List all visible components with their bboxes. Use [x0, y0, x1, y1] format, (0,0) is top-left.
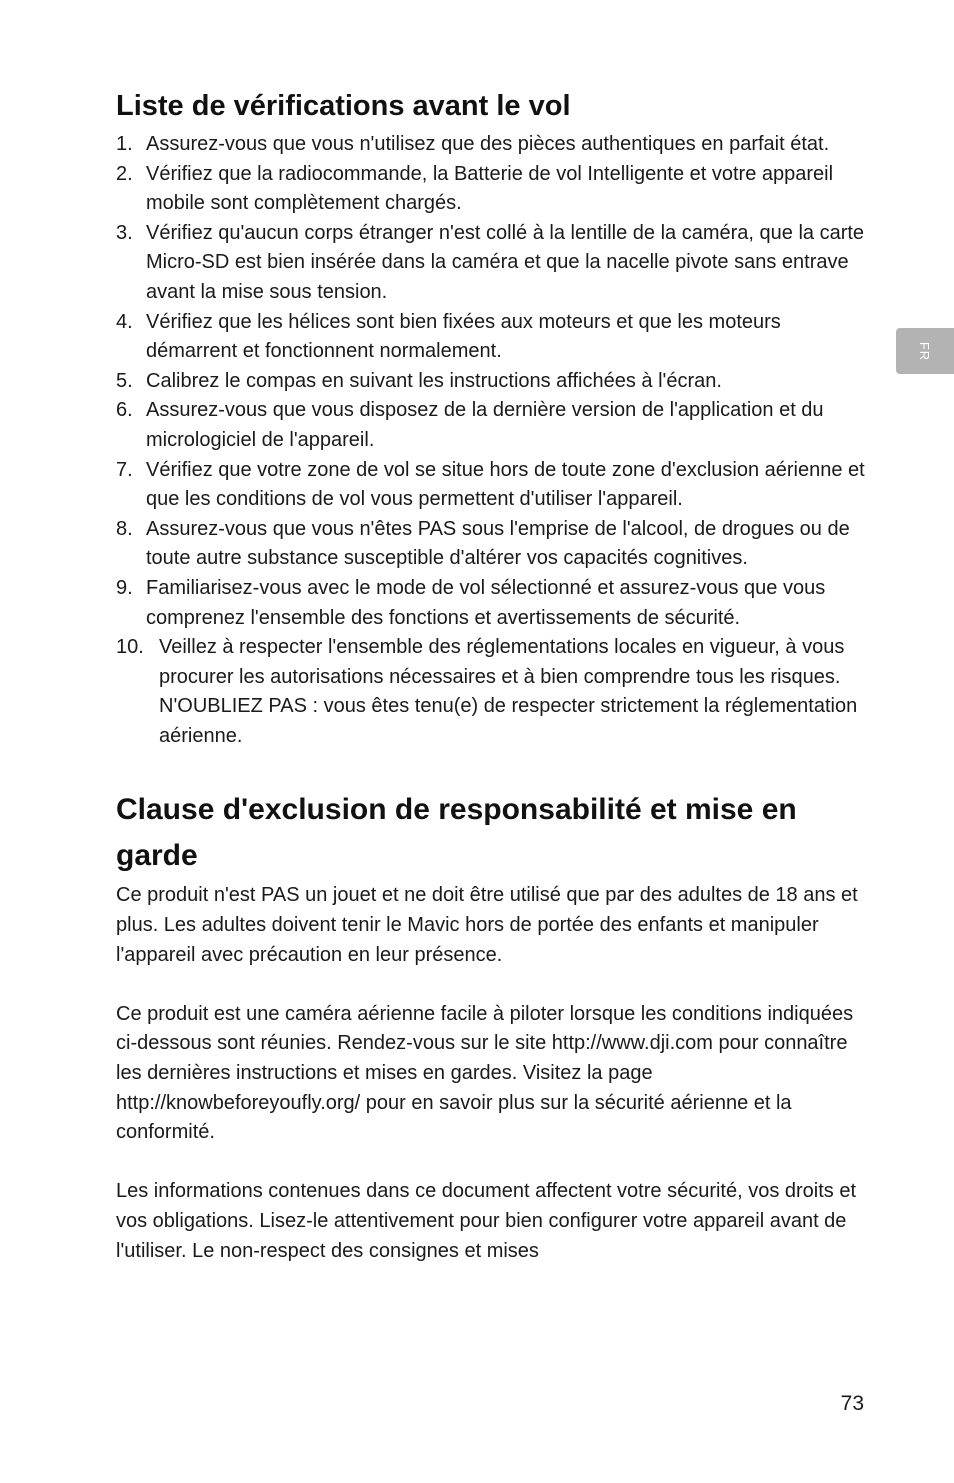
- item-text: Assurez-vous que vous disposez de la dernière version de l'application et du micrologiciel de l'appareil.: [146, 399, 824, 451]
- item-text: Calibrez le compas en suivant les instructions affichées à l'écran.: [146, 369, 722, 392]
- item-text: Vérifiez qu'aucun corps étranger n'est collé à la lentille de la caméra, que la carte Micro-SD est bien insérée dans la caméra et que la nacelle pivote sans entrave avant la mise sous tension.: [146, 221, 865, 303]
- checklist-item: [116, 367, 868, 397]
- checklist-item: [116, 396, 868, 455]
- language-tab-label: FR: [917, 341, 933, 361]
- checklist-item: [116, 456, 868, 515]
- disclaimer-heading: Clause d'exclusion de responsabilité et mise en garde: [116, 793, 797, 873]
- item-number: 9.: [116, 576, 133, 599]
- item-text: Vérifiez que votre zone de vol se situe hors de toute zone d'exclusion aérienne et que les conditions de vol vous permettent d'utiliser l'appareil.: [146, 458, 865, 511]
- checklist-item: [116, 160, 868, 219]
- item-number: 6.: [116, 399, 133, 422]
- item-text: Veillez à respecter l'ensemble des réglementations locales en vigueur, à vous procurer les autorisations nécessaires et à bien comprendre tous les risques. N'OUBLIEZ PAS : vous êtes tenu(e) de respecter strictement la réglementation aérienne.: [159, 636, 858, 747]
- item-number: 1.: [116, 133, 133, 155]
- disclaimer-paragraph: Les informations contenues dans ce document affectent votre sécurité, vos droits et vos obligations. Lisez-le attentivement pour bien configurer votre appareil avant de l'utiliser. Le non-respect des consignes et mises: [116, 1180, 857, 1262]
- item-number: 10.: [116, 636, 144, 659]
- disclaimer-paragraph: Ce produit n'est PAS un jouet et ne doit être utilisé que par des adultes de 18 ans et plus. Les adultes doivent tenir le Mavic hors de portée des enfants et manipuler l'appareil avec précaution en leur présence.: [116, 884, 858, 966]
- item-text: Vérifiez que les hélices sont bien fixées aux moteurs et que les moteurs démarrent et fonctionnent normalement.: [146, 310, 781, 363]
- checklist-heading: Liste de vérifications avant le vol: [116, 90, 571, 122]
- item-text: Vérifiez que la radiocommande, la Batterie de vol Intelligente et votre appareil mobile sont complètement chargés.: [146, 162, 834, 215]
- item-number: 7.: [116, 458, 133, 481]
- item-text: Assurez-vous que vous n'utilisez que des pièces authentiques en parfait état.: [146, 133, 830, 155]
- page-content: [116, 88, 868, 1266]
- language-tab: [896, 328, 954, 374]
- checklist-item: [116, 574, 868, 633]
- item-number: 5.: [116, 369, 133, 392]
- item-number: 3.: [116, 221, 133, 244]
- item-number: 4.: [116, 310, 133, 333]
- page-number: 73: [840, 1392, 864, 1415]
- item-number: 8.: [116, 517, 133, 540]
- preflight-checklist: [116, 130, 868, 751]
- item-text: Assurez-vous que vous n'êtes PAS sous l'emprise de l'alcool, de drogues ou de toute autre substance susceptible d'altérer vos capacités cognitives.: [146, 517, 850, 570]
- checklist-item: [116, 219, 868, 308]
- checklist-item: [116, 633, 868, 751]
- disclaimer-paragraph: Ce produit est une caméra aérienne facile à piloter lorsque les conditions indiquées ci-dessous sont réunies. Rendez-vous sur le site http://www.dji.com pour connaître les dernières instructions et mises en gardes. Visitez la page http://knowbeforeyoufly.org/ pour en savoir plus sur la sécurité aérienne et la conformité.: [116, 1002, 854, 1144]
- item-number: 2.: [116, 162, 133, 185]
- item-text: Familiarisez-vous avec le mode de vol sélectionné et assurez-vous que vous comprenez l'ensemble des fonctions et avertissements de sécurité.: [146, 576, 826, 629]
- checklist-item: [116, 308, 868, 367]
- checklist-item: [116, 130, 868, 160]
- checklist-item: [116, 515, 868, 574]
